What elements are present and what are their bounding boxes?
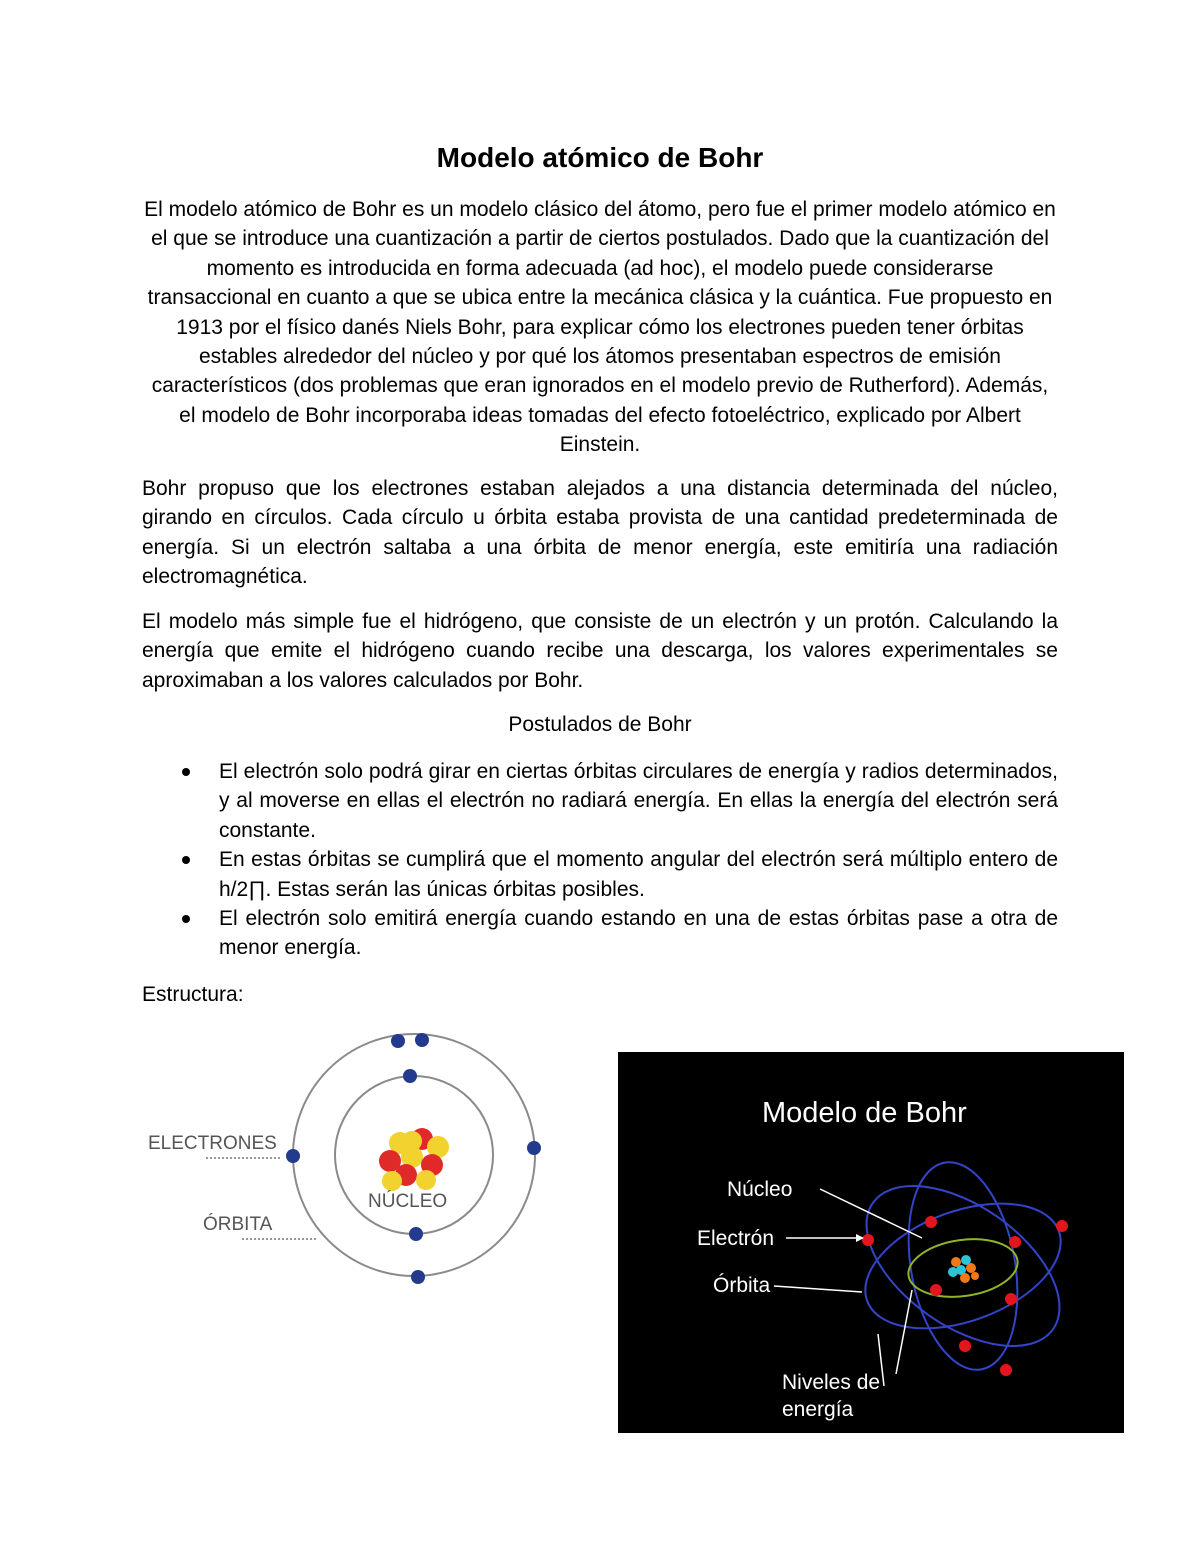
electron-icon (930, 1284, 942, 1296)
nucleus-label: Núcleo (727, 1178, 793, 1201)
postulate-text: El electrón solo podrá girar en ciertas órbitas circulares de energía y radios determinados, y al moverse en ellas el electrón no radiará energía. En ellas la energía del electrón será constante. (219, 760, 1058, 842)
bohr-model-figure (618, 1052, 1124, 1433)
structure-label: Estructura: (142, 983, 244, 1006)
electron-icon (959, 1340, 971, 1352)
electron-icon (415, 1033, 429, 1047)
levels-label-line2: energía (782, 1398, 854, 1421)
nucleus-label: NÚCLEO (368, 1191, 448, 1212)
electron-icon (862, 1234, 874, 1246)
intro-paragraph: El modelo atómico de Bohr es un modelo clásico del átomo, pero fue el primer modelo atómico en el que se introduce una cuantización a partir de ciertos postulados. Dado que la cuantización del momento es introducida en forma adecuada (ad hoc), el modelo puede considerarse transaccional en cuanto a que se ubica entre la mecánica clásica y la cuántica. Fue propuesto en 1913 por el físico danés Niels Bohr, para explicar cómo los electrones pueden tener órbitas estables alrededor del núcleo y por qué los átomos presentaban espectros de emisión característicos (dos problemas que eran ignorados en el modelo previo de Rutherford). Además, el modelo de Bohr incorporaba ideas tomadas del efecto fotoeléctrico, explicado por Albert Einstein. (144, 198, 1056, 457)
electrons-label: ELECTRONES (148, 1133, 277, 1154)
electron-icon (286, 1149, 300, 1163)
electron-icon (403, 1069, 417, 1083)
page-title: Modelo atómico de Bohr (436, 142, 764, 173)
figure-title: Modelo de Bohr (762, 1097, 967, 1129)
electron-icon (1000, 1364, 1012, 1376)
atom-diagram-svg (142, 1025, 562, 1295)
bullet-icon (182, 768, 190, 776)
paragraph-bohr-proposal: Bohr propuso que los electrones estaban alejados a una distancia determinada del núcleo, girando en círculos. Cada círculo u órbita estaba provista de una cantidad predeterminada de energía. Si un electrón saltaba a una órbita de menor energía, este emitiría una radiación electromagnética. (142, 477, 1058, 589)
electron-icon (1056, 1220, 1068, 1232)
list-item (142, 845, 1058, 904)
levels-label-line1: Niveles de (782, 1371, 881, 1394)
nucleus-icon (379, 1128, 449, 1191)
electron-icon (925, 1216, 937, 1228)
bullet-icon (182, 856, 190, 864)
bullet-icon (182, 915, 190, 923)
electron-icon (411, 1270, 425, 1284)
electron-icon (527, 1141, 541, 1155)
postulates-title: Postulados de Bohr (508, 713, 692, 736)
postulate-text: El electrón solo emitirá energía cuando estando en una de estas órbitas pase a otra de menor energía. (219, 907, 1058, 960)
orbit-label: ÓRBITA (203, 1214, 273, 1235)
bohr-model-svg (618, 1052, 1124, 1433)
paragraph-hydrogen: El modelo más simple fue el hidrógeno, que consiste de un electrón y un protón. Calculando la energía que emite el hidrógeno cuando recibe una descarga, los valores experimentales se aproximaban a los valores calculados por Bohr. (142, 610, 1058, 692)
electron-label: Electrón (697, 1227, 775, 1250)
orbit-label: Órbita (713, 1274, 771, 1297)
electron-icon (409, 1227, 423, 1241)
postulate-text: En estas órbitas se cumplirá que el momento angular del electrón será múltiplo entero de h/2∏. Estas serán las únicas órbitas posibles. (219, 848, 1058, 901)
electron-icon (1005, 1293, 1017, 1305)
postulates-list (142, 757, 1058, 963)
atom-diagram-figure (142, 1025, 562, 1295)
list-item (142, 904, 1058, 963)
electron-icon (1009, 1236, 1021, 1248)
electron-icon (391, 1034, 405, 1048)
list-item (142, 757, 1058, 845)
